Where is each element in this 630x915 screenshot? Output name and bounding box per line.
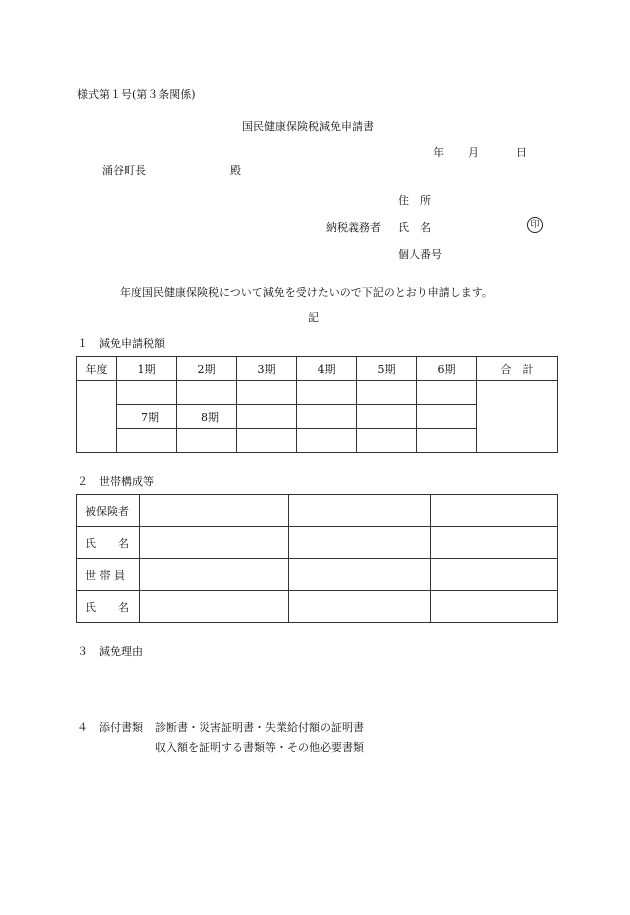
member-input-cell[interactable] bbox=[140, 559, 289, 591]
header-cell-period-4: 4期 bbox=[297, 357, 357, 381]
table-row bbox=[77, 559, 558, 591]
date-day-label: 日 bbox=[516, 146, 527, 159]
name-input-cell[interactable] bbox=[140, 591, 289, 623]
insured-label-cell: 被保険者 bbox=[77, 495, 140, 527]
member-name-label-cell: 氏 名 bbox=[77, 591, 140, 623]
date-year-label: 年 bbox=[433, 146, 444, 159]
empty-cell bbox=[237, 405, 297, 429]
section3-heading: ３ 減免理由 bbox=[77, 645, 143, 658]
addressee-name: 涌谷町長 bbox=[102, 164, 146, 177]
household-table bbox=[76, 494, 558, 623]
section4-heading: ４ 添付書類 bbox=[77, 721, 143, 734]
id-number-label: 個人番号 bbox=[398, 248, 442, 261]
amount-cell[interactable] bbox=[177, 381, 237, 405]
section2-heading: ２ 世帯構成等 bbox=[77, 475, 154, 488]
amount-cell[interactable] bbox=[117, 429, 177, 453]
table-row bbox=[77, 527, 558, 559]
insured-input-cell[interactable] bbox=[289, 495, 431, 527]
empty-cell bbox=[357, 429, 417, 453]
table-row bbox=[77, 591, 558, 623]
empty-cell bbox=[297, 405, 357, 429]
total-input-cell[interactable] bbox=[477, 381, 558, 453]
body-text: 年度国民健康保険税について減免を受けたいので下記のとおり申請します。 bbox=[120, 286, 493, 299]
header-cell-period-2: 2期 bbox=[177, 357, 237, 381]
insured-input-cell[interactable] bbox=[431, 495, 558, 527]
header-cell-period-1: 1期 bbox=[117, 357, 177, 381]
seal-mark bbox=[527, 217, 543, 233]
header-cell-total: 合 計 bbox=[477, 357, 558, 381]
insured-name-label-cell: 氏 名 bbox=[77, 527, 140, 559]
name-input-cell[interactable] bbox=[289, 591, 431, 623]
ki-label: 記 bbox=[308, 311, 319, 324]
amount-cell[interactable] bbox=[417, 381, 477, 405]
amount-cell[interactable] bbox=[237, 381, 297, 405]
tax-amount-table bbox=[76, 356, 558, 453]
amount-cell[interactable] bbox=[117, 381, 177, 405]
form-number: 様式第１号(第３条関係) bbox=[77, 88, 196, 101]
household-member-label-cell: 世 帯 員 bbox=[77, 559, 140, 591]
year-input-cell[interactable] bbox=[77, 381, 117, 453]
addressee-honorific: 殿 bbox=[230, 164, 241, 177]
table-header-row bbox=[77, 357, 558, 381]
amount-cell[interactable] bbox=[177, 429, 237, 453]
header-cell-period-6: 6期 bbox=[417, 357, 477, 381]
member-input-cell[interactable] bbox=[289, 559, 431, 591]
amount-cell[interactable] bbox=[297, 381, 357, 405]
address-label: 住 所 bbox=[398, 194, 431, 207]
name-input-cell[interactable] bbox=[431, 591, 558, 623]
header-cell-period-3: 3期 bbox=[237, 357, 297, 381]
page-title: 国民健康保険税減免申請書 bbox=[242, 120, 374, 133]
period-7-label-cell: 7期 bbox=[117, 405, 177, 429]
taxpayer-label: 納税義務者 bbox=[326, 221, 381, 234]
header-cell-year: 年度 bbox=[77, 357, 117, 381]
insured-input-cell[interactable] bbox=[140, 495, 289, 527]
empty-cell bbox=[417, 405, 477, 429]
member-input-cell[interactable] bbox=[431, 559, 558, 591]
name-input-cell[interactable] bbox=[431, 527, 558, 559]
seal-icon: 印 bbox=[527, 217, 543, 233]
name-label: 氏 名 bbox=[398, 221, 431, 234]
name-input-cell[interactable] bbox=[140, 527, 289, 559]
table-row bbox=[77, 495, 558, 527]
table-row bbox=[77, 381, 558, 405]
section1-heading: １ 減免申請税額 bbox=[77, 337, 165, 350]
empty-cell bbox=[417, 429, 477, 453]
empty-cell bbox=[357, 405, 417, 429]
empty-cell bbox=[237, 429, 297, 453]
attachments-line-1: 診断書・災害証明書・失業給付額の証明書 bbox=[155, 721, 364, 734]
amount-cell[interactable] bbox=[357, 381, 417, 405]
attachments-line-2: 収入額を証明する書類等・その他必要書類 bbox=[155, 741, 364, 754]
period-8-label-cell: 8期 bbox=[177, 405, 237, 429]
header-cell-period-5: 5期 bbox=[357, 357, 417, 381]
date-month-label: 月 bbox=[468, 146, 479, 159]
name-input-cell[interactable] bbox=[289, 527, 431, 559]
empty-cell bbox=[297, 429, 357, 453]
